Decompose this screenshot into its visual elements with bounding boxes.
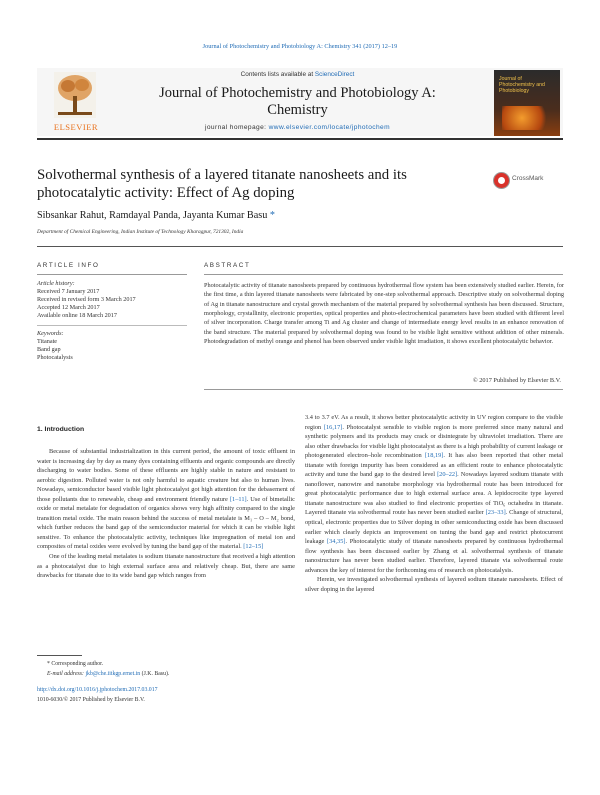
journal-homepage xyxy=(120,124,475,131)
abstract-text: Photocatalytic activity of titanate nanosheets prepared by continuous hydrothermal flow system has been extensively studied earlier. Herein, for the first time, a thin layered titanate nanosheets were fabricated by one-step solvothermal approach. Descriptive study on solvothermal doping of Ag in titanate nanostructure and crystal growth mechanism of the material prepared by solvothermal synthesis has been discussed. Structure, morphology, crystallinity, electronic properties, optical properties and photo-electrochemical parameters have been studied with different level of silver incorporation. Charge transfer among Ti and Ag cluster and change of intermediate energy level results in an enhance renovation of the band structure. The material prepared by solvothermal doping was found to be visible light sensitive without addition of other minerals. Photodegradation of methyl orange and phenol has been observed under visible light irradiation, it shows excellent photocatalytic behavior. xyxy=(204,282,564,346)
contents-prefix: Contents lists available at xyxy=(240,71,315,78)
journal-cover-image[interactable] xyxy=(494,70,560,136)
history-accepted: Accepted 12 March 2017 xyxy=(37,303,100,311)
crossmark-icon xyxy=(493,172,510,189)
running-head[interactable]: Journal of Photochemistry and Photobiology A: Chemistry 341 (2017) 12–19 xyxy=(202,43,398,50)
intro-left-column xyxy=(37,447,295,581)
corresponding-author-footnote xyxy=(37,660,297,679)
citation-link[interactable]: [20–22] xyxy=(437,471,458,479)
intro-paragraph: 3.4 to 3.7 eV. As a result, it shows better photocatalytic activity in UV region compare to the visible region [16,17]. Photocatalyst sensible to visible region is more preferred since many natural and synthetic polymers and its products may crack or disintegrate by ultraviolet irradiation. There are also other drawbacks for visible light photocatalyst as there is a high probability of current leakage or photogenerated electron–hole recombination [18,19]. It has also been reported that other metal titanate with foreign impurity has been considered as an efficient route to enhance photocatalytic activity and tune the band gap to the desired level [20–22]. Nowadays layered sodium titanate with nanoflower, nanowire and nanotube morphology via hydrothermal route has been introduced for great photocatalytic performance due to high external surface area. A lepidocrocite type layered titanate nanostructure was also studied to find electronic properties of TiO₆ octahedra in titanate. Layered titanate via solvothermal route has never been studied earlier [23–33]. Change of structural, optical, electronic properties due to Silver doping in other semiconducting oxide has been discussed earlier which clearly depicts an improvement on tuning the band gap and restrict photocurrent leakage [34,35]. Photocatalytic study of titanate nanosheets prepared by continuous hydrothermal flow synthesis has been discussed earlier by Zhang et al. solvothermal synthesis of titanate nanostructure has never been studied earlier. Therefore, layered titanate via solvothermal route advances the key of interest for the forthcoming era of research on photocatalysis. xyxy=(305,414,563,574)
history-online: Available online 18 March 2017 xyxy=(37,311,117,319)
corresponding-author-marker[interactable]: * xyxy=(269,210,275,221)
journal-title-line1: Journal of Photochemistry and Photobiology A: xyxy=(159,85,436,101)
author-list xyxy=(37,210,275,221)
footnote-corresponding: * Corresponding author. xyxy=(47,661,104,667)
elsevier-wordmark: ELSEVIER xyxy=(53,122,99,132)
elsevier-logo[interactable] xyxy=(40,70,110,136)
article-info-rule xyxy=(37,274,187,275)
cover-artwork xyxy=(502,106,552,130)
keyword-item: Photocatalysis xyxy=(37,353,73,361)
intro-paragraph: Herein, we investigated solvothermal synthesis of layered sodium titanate nanosheets. Effect of silver doping in the layered xyxy=(305,576,563,593)
abstract-bottom-rule xyxy=(204,389,563,390)
crossmark-button[interactable] xyxy=(493,172,563,188)
intro-right-column xyxy=(305,413,563,594)
keywords-label: Keywords: xyxy=(37,330,64,337)
history-received: Received 7 January 2017 xyxy=(37,287,100,295)
footnote-email: E-mail address: jkb@che.iitkgp.ernet.in (J.K. Basu). xyxy=(47,670,170,677)
affiliation: Department of Chemical Engineering, Indian Institute of Technology Kharagpur, 721302, India xyxy=(37,229,244,235)
article-title: Solvothermal synthesis of a layered titanate nanosheets and its photocatalytic activity: Effect of Ag doping xyxy=(37,167,407,201)
author-names: Sibsankar Rahut, Ramdayal Panda, Jayanta Kumar Basu xyxy=(37,210,268,221)
citation-link[interactable]: [1–11] xyxy=(229,495,247,503)
citation-link[interactable]: [23–33] xyxy=(485,509,506,517)
keyword-item: Band gap xyxy=(37,345,61,353)
article-history xyxy=(37,280,187,320)
affiliation-divider xyxy=(37,246,563,247)
intro-paragraph: One of the leading metal metalates is sodium titanate nanostructure that received a high attention as a photocatalyst due to high external surface area and relatively cheap. But, there are same drawbacks for titanate due to its wide band gap which ranges from xyxy=(37,553,295,580)
sciencedirect-link[interactable]: ScienceDirect xyxy=(314,71,355,78)
header-divider xyxy=(37,138,563,140)
article-history-label: Article history: xyxy=(37,280,75,287)
abstract-copyright: © 2017 Published by Elsevier B.V. xyxy=(472,377,561,384)
history-revised: Received in revised form 3 March 2017 xyxy=(37,295,136,303)
abstract-heading: ABSTRACT xyxy=(204,262,251,269)
email-link[interactable]: jkb@che.iitkgp.ernet.in xyxy=(85,670,141,677)
issn-line: 1010-6030/© 2017 Published by Elsevier B.V. xyxy=(37,696,145,703)
intro-paragraph: Because of substantial industrialization in this current period, the amount of toxic effluent in water is increasing day by day as many dyes containing effluents and organic compounds are directly discharging to water bodies. Some of these effluents are highly stable in nature and resistant to aerobic digestion. Polluted water is not only harmful to aquatic creature but also to human lives. Nowadays, semiconductor based visible light photocatalyst got high attention for the debasement of those pollutants due to renewable, cheap and environment friendly nature [1–11]. Use of bimetallic oxide or metal metalate for degradation of organics shows very high affinity compared to the single transition metal oxide. The main reason behind the success of metal metalate is M₁ – O – M₂ bond, which further reduces the band gap of the semiconductor material for which it can be visible light sensitive. To enhance the photocatalytic activity, techniques like impregnation of metal ion and composites of metal oxides were evolved by tuning the band gap of the material. [12–15] xyxy=(37,448,295,551)
citation-link[interactable]: [12–15] xyxy=(243,543,264,551)
cover-title: Journal of Photochemistry and Photobiology xyxy=(499,76,545,94)
footnote-rule xyxy=(37,655,82,656)
elsevier-tree-icon xyxy=(54,72,96,118)
journal-title xyxy=(120,85,475,119)
article-info-heading: ARTICLE INFO xyxy=(37,262,100,269)
keywords-rule xyxy=(37,325,187,326)
journal-title-line2: Chemistry xyxy=(267,102,328,118)
section-heading-introduction: 1. Introduction xyxy=(37,426,85,433)
homepage-url-link[interactable]: www.elsevier.com/locate/jphotochem xyxy=(268,124,390,131)
doi-block xyxy=(37,686,297,705)
keyword-item: Titanate xyxy=(37,337,58,345)
crossmark-label: CrossMark xyxy=(512,175,544,182)
doi-link[interactable]: http://dx.doi.org/10.1016/j.jphotochem.2017.03.017 xyxy=(37,687,158,693)
contents-line xyxy=(120,71,475,78)
citation-link[interactable]: [18,19] xyxy=(424,452,444,460)
citation-link[interactable]: [34,35] xyxy=(327,538,346,546)
abstract-rule xyxy=(204,274,563,275)
citation-link[interactable]: [16,17] xyxy=(323,423,343,431)
homepage-label: journal homepage: xyxy=(204,124,269,131)
keywords xyxy=(37,330,187,362)
